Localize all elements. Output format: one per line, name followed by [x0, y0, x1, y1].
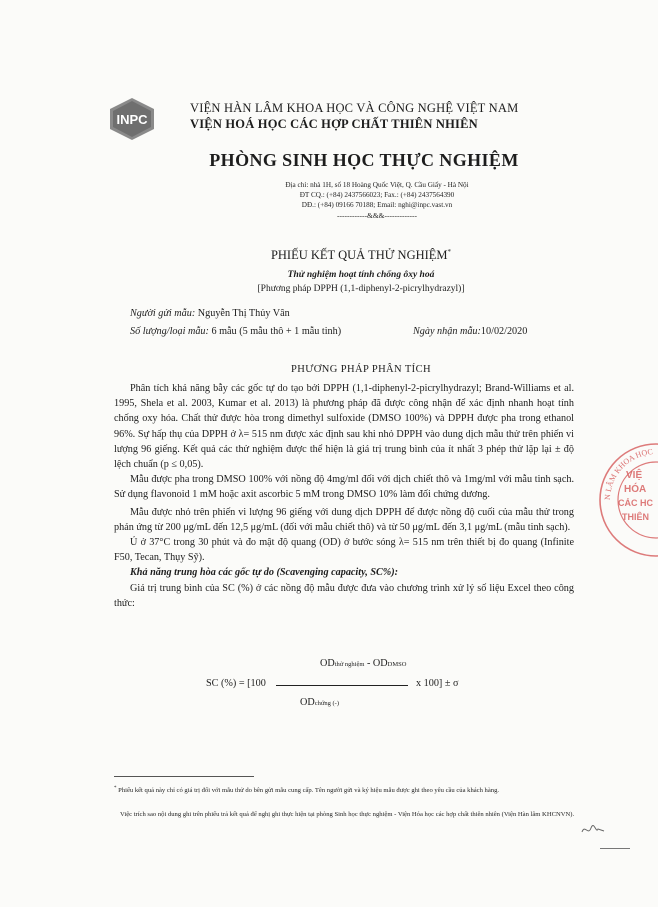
inpc-logo-icon — [108, 97, 156, 141]
method-paragraph-2: Mẫu được pha trong DMSO 100% với nồng độ 4mg/ml đối với dịch chiết thô và 1mg/ml với mẫu tinh sạch. Sử dụng flavonoid 1 mM hoặc axit ascorbic 5 mM trong DMSO 10% làm đối chứng dương. — [114, 474, 574, 501]
method-heading: PHƯƠNG PHÁP PHÂN TÍCH — [291, 364, 431, 375]
sender-row — [130, 308, 290, 319]
method-paragraph-3: Mẫu được nhỏ trên phiến vi lượng 96 giếng với dung dịch DPPH để được nồng độ cuối của mẫu thử trong phản ứng từ 200 μg/mL đến 12,5 μg/mL (đối với mẫu chiết thô) và từ 50 μg/mL đến 3,1 μg/mL (mẫu tinh sạch). — [114, 506, 574, 533]
method-body — [114, 381, 574, 611]
footnote-2: Việc trích sao nội dung ghi trên phiếu trả kết quả để nghị ghi thực hiện tại phòng Sinh học thực nghiệm - Viện Hóa học các hợp chất thiên nhiên (Viện Hàn lâm KHCNVN). — [120, 811, 575, 818]
formula-numerator: ODthử nghiệm - ODDMSO — [320, 658, 407, 669]
method-paragraph-5: Giá trị trung bình của SC (%) ở các nồng độ mẫu được đưa vào chương trình xử lý số liệu Excel theo công thức: — [114, 582, 574, 609]
received-value: 10/02/2020 — [480, 326, 528, 337]
signature-dash — [600, 848, 630, 849]
sc-heading: Khả năng trung hòa các gốc tự do (Scavenging capacity, SC%): — [130, 567, 399, 579]
footnote-1: * Phiếu kết quả này chỉ có giá trị đối với mẫu thử do bên gửi mẫu cung cấp. Tên người gửi và ký hiệu mẫu được ghi theo yêu cầu của khách hàng. — [114, 786, 500, 795]
method-paragraph-4: Ủ ở 37°C trong 30 phút và đo mật độ quang (OD) ở bước sóng λ= 515 nm trên thiết bị đo quang (Infinite F50, Tecan, Thụy Sỹ). — [114, 537, 574, 564]
svg-text:N LÂM KHOA HỌC: N LÂM KHOA HỌC — [602, 447, 654, 501]
formula-lhs: SC (%) = [100 — [206, 678, 266, 689]
report-title: PHIẾU KẾT QUẢ THỬ NGHIỆM* — [270, 248, 452, 263]
formula-rhs: x 100] ± σ — [416, 678, 459, 689]
svg-text:THIÊN: THIÊN — [622, 512, 649, 522]
quantity-row — [130, 326, 341, 337]
mobile-email-line: DĐ.: (+84) 09166 70188; Email: nghi@inpc.vast.vn — [301, 201, 453, 209]
quantity-value: 6 mẫu (5 mẫu thô + 1 mẫu tinh) — [208, 326, 342, 337]
header-separator: ------------&&&------------- — [337, 211, 417, 220]
fraction-line — [276, 685, 408, 686]
quantity-label: Số lượng/loại mẫu: — [130, 326, 209, 337]
initials-signature-icon — [580, 822, 606, 838]
method-paragraph-1: Phân tích khả năng bẫy các gốc tự do tạo bởi DPPH (1,1-diphenyl-2-picrylhydrazyl; Brand-Williams et al. 1995, Shela et al. 2003, Kumar et al. 2013) là phương pháp đã được công nhận để xác định nhanh hoạt tính chống oxy hóa. Chất thử được hòa trong dimethyl sulfoxide (DMSO 100%) và DPPH được pha trong ethanol 96%. Sự hấp thụ của DPPH ở λ= 515 nm được xác định sau khi nhỏ DPPH vào dung dịch mẫu thử trên phiến vi lượng 96 giếng. Kết quả các thử nghiệm được thể hiện là giá trị trung bình của ít nhất 3 phép thử lặp lại ± độ lệch chuẩn (p ≤ 0,05). — [114, 383, 574, 471]
sender-label: Người gửi mẫu: — [130, 308, 196, 319]
academy-name: VIỆN HÀN LÂM KHOA HỌC VÀ CÔNG NGHỆ VIỆT NAM — [190, 101, 519, 115]
svg-text:HÓA: HÓA — [624, 484, 647, 495]
formula-denominator: ODchứng (-) — [300, 697, 339, 708]
test-name: Thử nghiệm hoạt tính chống ôxy hoá — [287, 270, 435, 280]
sender-value: Nguyễn Thị Thủy Vân — [195, 308, 290, 319]
received-label: Ngày nhận mẫu: — [413, 326, 481, 337]
logo-text: INPC — [116, 112, 148, 127]
svg-text:VIỆ: VIỆ — [626, 470, 643, 481]
svg-text:CÁC HC: CÁC HC — [618, 498, 653, 508]
red-stamp-seal — [596, 440, 658, 560]
footnote-rule — [114, 776, 254, 777]
received-row — [413, 326, 527, 337]
department-name: PHÒNG SINH HỌC THỰC NGHIỆM — [209, 150, 519, 170]
method-name: [Phương pháp DPPH (1,1-diphenyl-2-picrylhydrazyl)] — [257, 284, 465, 294]
address-line: Địa chỉ: nhà 1H, số 18 Hoàng Quốc Việt, Q. Cầu Giấy - Hà Nội — [285, 181, 469, 189]
institute-name: VIỆN HOÁ HỌC CÁC HỢP CHẤT THIÊN NHIÊN — [190, 117, 478, 131]
phone-line: ĐT CQ.: (+84) 2437566023; Fax.: (+84) 2437564390 — [299, 191, 455, 199]
title-footnote-mark: * — [447, 248, 452, 256]
